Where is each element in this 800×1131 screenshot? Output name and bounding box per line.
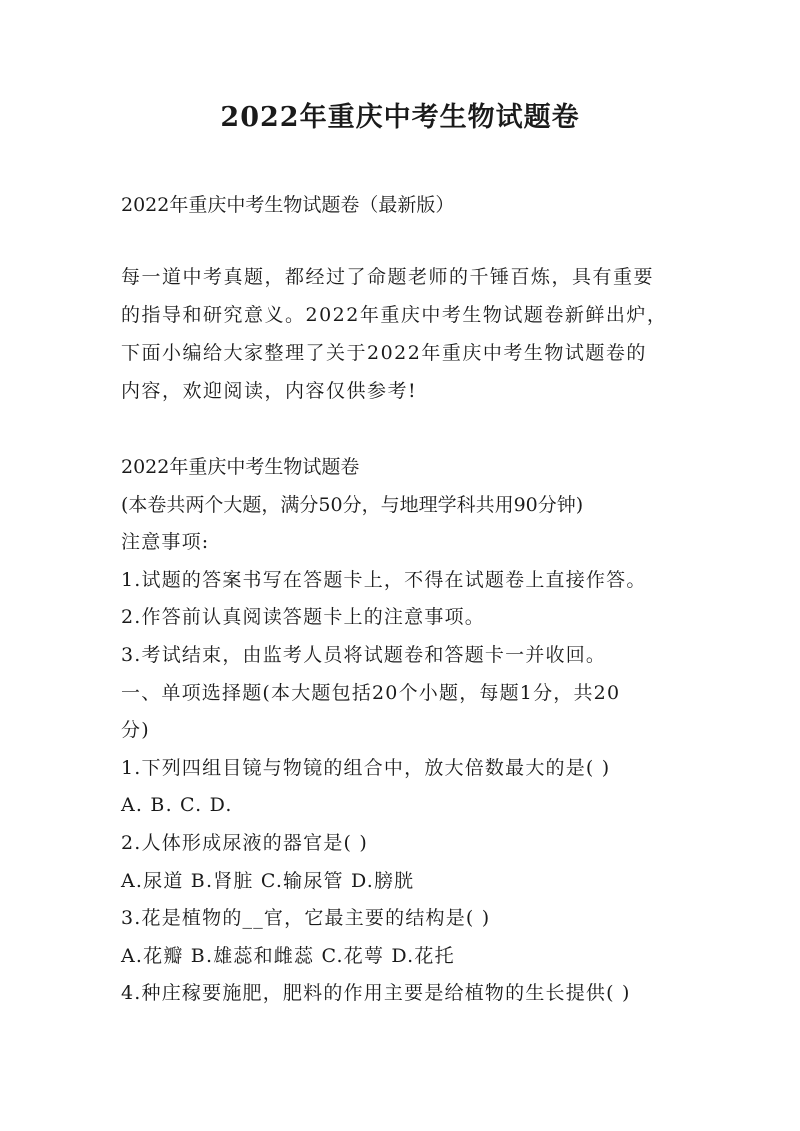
notice-heading: 注意事项: — [121, 531, 210, 554]
answer-options: A.尿道 B.肾脏 C.输尿管 D.膀胱 — [121, 869, 415, 892]
intro-line: 每一道中考真题，都经过了命题老师的千锤百炼，具有重要 — [121, 266, 655, 288]
document-title: 2022年重庆中考生物试题卷 — [220, 102, 580, 133]
intro-paragraph — [121, 258, 691, 410]
document-subtitle: 2022年重庆中考生物试题卷（最新版） — [121, 194, 455, 216]
intro-line: 下面小编给大家整理了关于2022年重庆中考生物试题卷的 — [121, 342, 647, 364]
question-item: 4.种庄稼要施肥，肥料的作用主要是给植物的生长提供( ) — [121, 982, 631, 1005]
notice-item: 2.作答前认真阅读答题卡上的注意事项。 — [121, 606, 485, 629]
exam-info: (本卷共两个大题，满分50分，与地理学科共用90分钟) — [121, 493, 584, 516]
exam-heading: 2022年重庆中考生物试题卷 — [121, 456, 360, 478]
section-heading: 一、单项选择题(本大题包括20个小题，每题1分，共20 — [121, 681, 621, 704]
notice-item: 1.试题的答案书写在答题卡上，不得在试题卷上直接作答。 — [121, 568, 647, 591]
exam-body — [121, 449, 711, 1013]
question-item: 2.人体形成尿液的器官是( ) — [121, 831, 368, 854]
question-item: 1.下列四组目镜与物镜的组合中，放大倍数最大的是( ) — [121, 756, 611, 779]
intro-line: 内容，欢迎阅读，内容仅供参考! — [121, 380, 418, 402]
notice-item: 3.考试结束，由监考人员将试题卷和答题卡一并收回。 — [121, 643, 607, 666]
answer-options: A.花瓣 B.雄蕊和雌蕊 C.花萼 D.花托 — [121, 944, 455, 967]
answer-options: A. B. C. D. — [121, 794, 233, 817]
intro-line: 的指导和研究意义。2022年重庆中考生物试题卷新鲜出炉， — [121, 304, 668, 326]
section-heading-cont: 分) — [121, 719, 150, 742]
question-item: 3.花是植物的__官，它最主要的结构是( ) — [121, 907, 491, 930]
